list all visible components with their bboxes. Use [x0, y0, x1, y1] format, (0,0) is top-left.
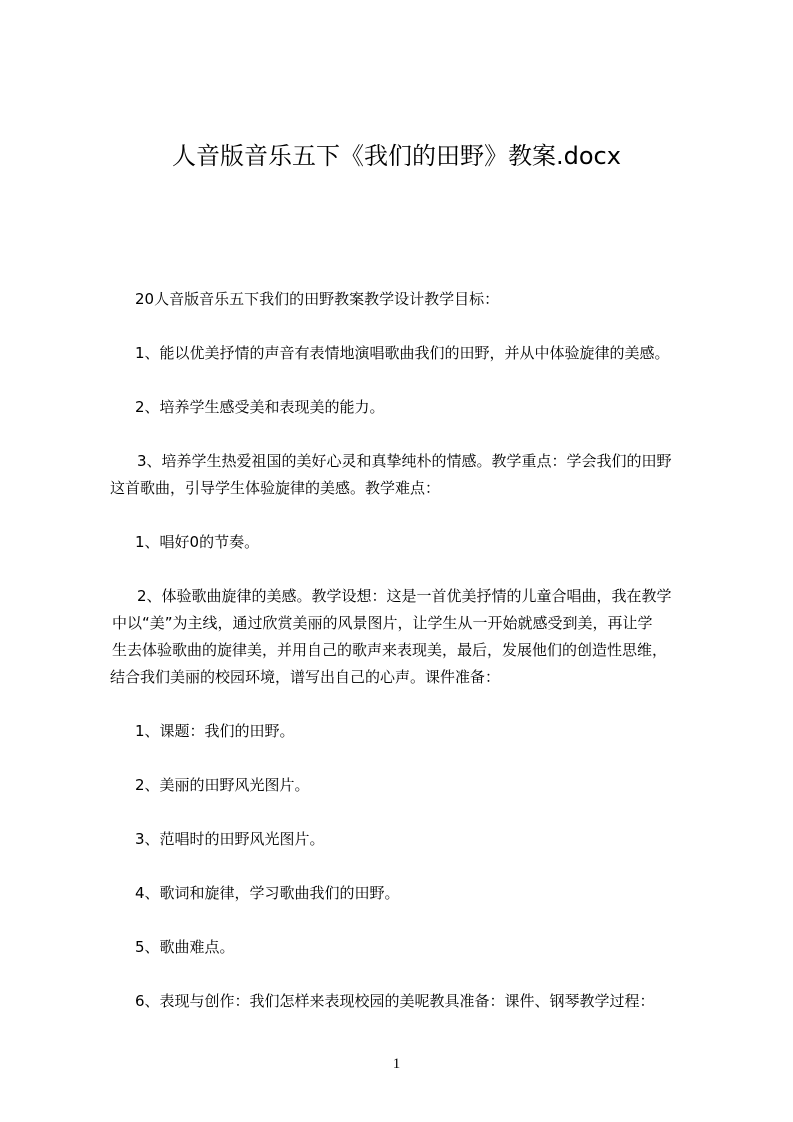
text-line: 5、歌曲难点。	[135, 938, 235, 956]
page-number: 1	[392, 1056, 401, 1072]
text-line: 1、课题：我们的田野。	[135, 722, 295, 740]
text-line: 结合我们美丽的校园环境，谱写出自己的心声。课件准备：	[110, 668, 501, 686]
text-line: 20人音版音乐五下我们的田野教案教学设计教学目标：	[135, 290, 500, 308]
text-line: 中以“美”为主线，通过欣赏美丽的风景图片，让学生从一开始就感受到美，再让学	[112, 614, 653, 632]
text-line: 3、范唱时的田野风光图片。	[135, 830, 325, 848]
text-line: 6、表现与创作：我们怎样来表现校园的美呢教具准备：课件、钢琴教学过程：	[135, 992, 655, 1010]
text-line: 2、体验歌曲旋律的美感。教学设想：这是一首优美抒情的儿童合唱曲，我在教学	[137, 587, 672, 605]
document-title: 人音版音乐五下《我们的田野》教案.docx	[172, 142, 621, 170]
text-line: 3、培养学生热爱祖国的美好心灵和真挚纯朴的情感。教学重点：学会我们的田野	[137, 452, 672, 470]
text-line: 生去体验歌曲的旋律美，并用自己的歌声来表现美，最后，发展他们的创造性思维，	[112, 641, 668, 659]
text-line: 2、美丽的田野风光图片。	[135, 776, 310, 794]
text-line: 1、能以优美抒情的声音有表情地演唱歌曲我们的田野，并从中体验旋律的美感。	[135, 344, 670, 362]
text-line: 2、培养学生感受美和表现美的能力。	[135, 398, 385, 416]
text-line: 1、唱好0的节奏。	[135, 533, 260, 551]
text-line: 4、歌词和旋律，学习歌曲我们的田野。	[135, 884, 400, 902]
text-line: 这首歌曲，引导学生体验旋律的美感。教学难点：	[110, 479, 441, 497]
